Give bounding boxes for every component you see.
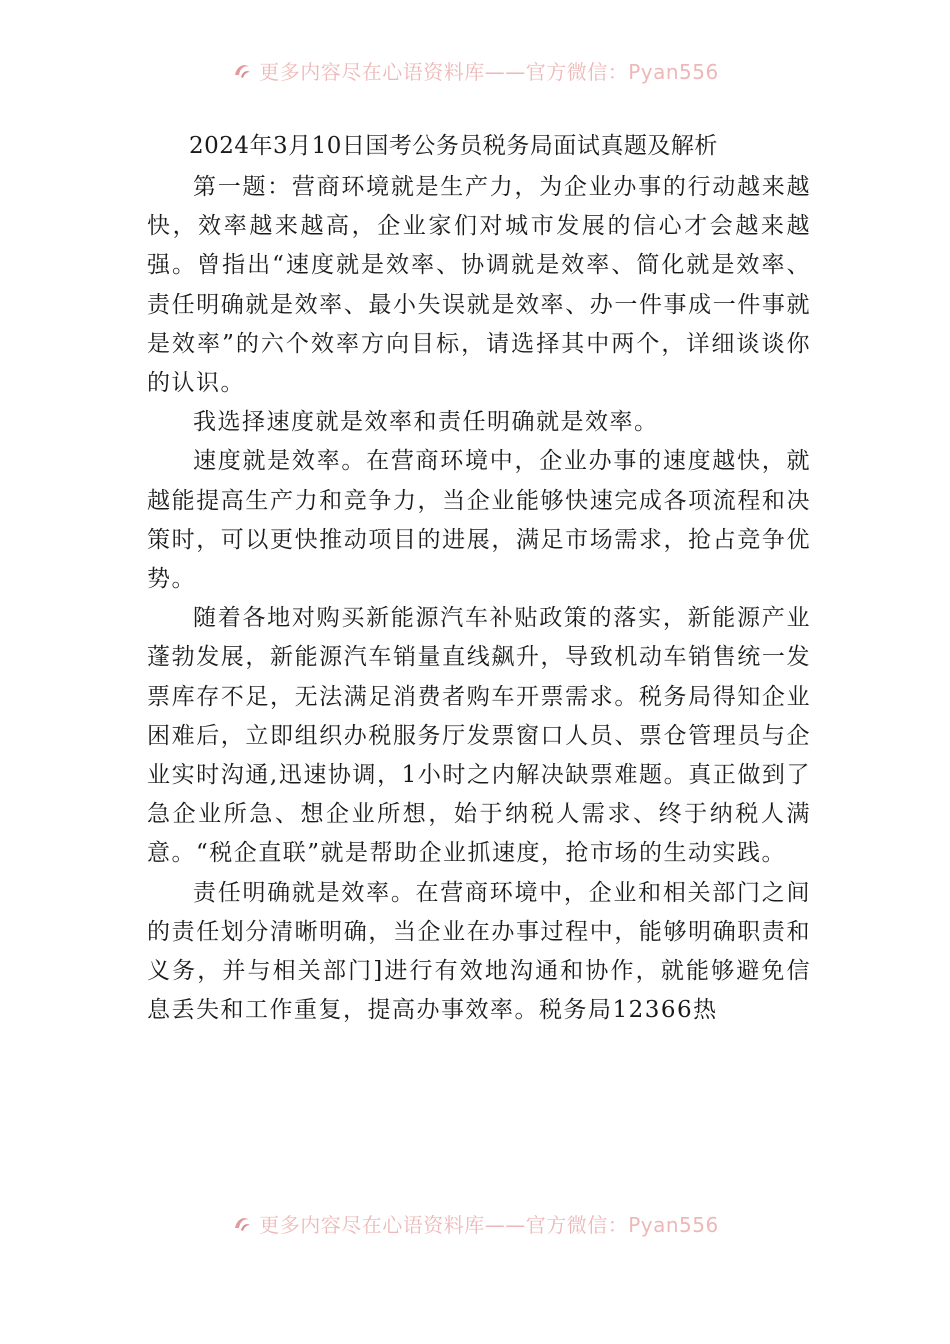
footer-watermark-text: 更多内容尽在心语资料库——官方微信：Pyan556 bbox=[259, 1212, 719, 1237]
header-watermark-text: 更多内容尽在心语资料库——官方微信：Pyan556 bbox=[259, 59, 719, 84]
watermark-logo-icon bbox=[231, 1212, 253, 1234]
paragraph-question: 第一题：营商环境就是生产力，为企业办事的行动越来越快，效率越来越高，企业家们对城市发展的信心才会越来越强。曾指出“速度就是效率、协调就是效率、简化就是效率、责任明确就是效率、最小失误就是效率、办一件事成一件事就是效率”的六个效率方向目标，请选择其中两个，详细谈谈你的认识。 bbox=[147, 174, 811, 397]
footer-watermark bbox=[0, 1203, 950, 1243]
header-watermark bbox=[0, 50, 950, 90]
paragraph-speed: 速度就是效率。在营商环境中，企业办事的速度越快，就越能提高生产力和竞争力，当企业能够快速完成各项流程和决策时，可以更快推动项目的进展，满足市场需求，抢占竞争优势。 bbox=[147, 448, 811, 593]
document-body bbox=[147, 124, 811, 1030]
paragraph-example: 随着各地对购买新能源汽车补贴政策的落实，新能源产业蓬勃发展，新能源汽车销量直线飙升，导致机动车销售统一发票库存不足，无法满足消费者购车开票需求。税务局得知企业困难后，立即组织办税服务厅发票窗口人员、票仓管理员与企业实时沟通,迅速协调，1小时之内解决缺票难题。真正做到了急企业所急、想企业所想，始于纳税人需求、终于纳税人满意。“税企直联”就是帮助企业抓速度，抢市场的生动实践。 bbox=[147, 605, 811, 867]
paragraph-responsibility: 责任明确就是效率。在营商环境中，企业和相关部门之间的责任划分清晰明确，当企业在办事过程中，能够明确职责和义务，并与相关部门]进行有效地沟通和协作，就能够避免信息丢失和工作重复，提高办事效率。税务局12366热 bbox=[147, 879, 811, 1024]
document-title: 2024年3月10日国考公务员税务局面试真题及解析 bbox=[189, 133, 718, 159]
watermark-logo-icon bbox=[231, 59, 253, 81]
paragraph-choice: 我选择速度就是效率和责任明确就是效率。 bbox=[193, 409, 659, 436]
